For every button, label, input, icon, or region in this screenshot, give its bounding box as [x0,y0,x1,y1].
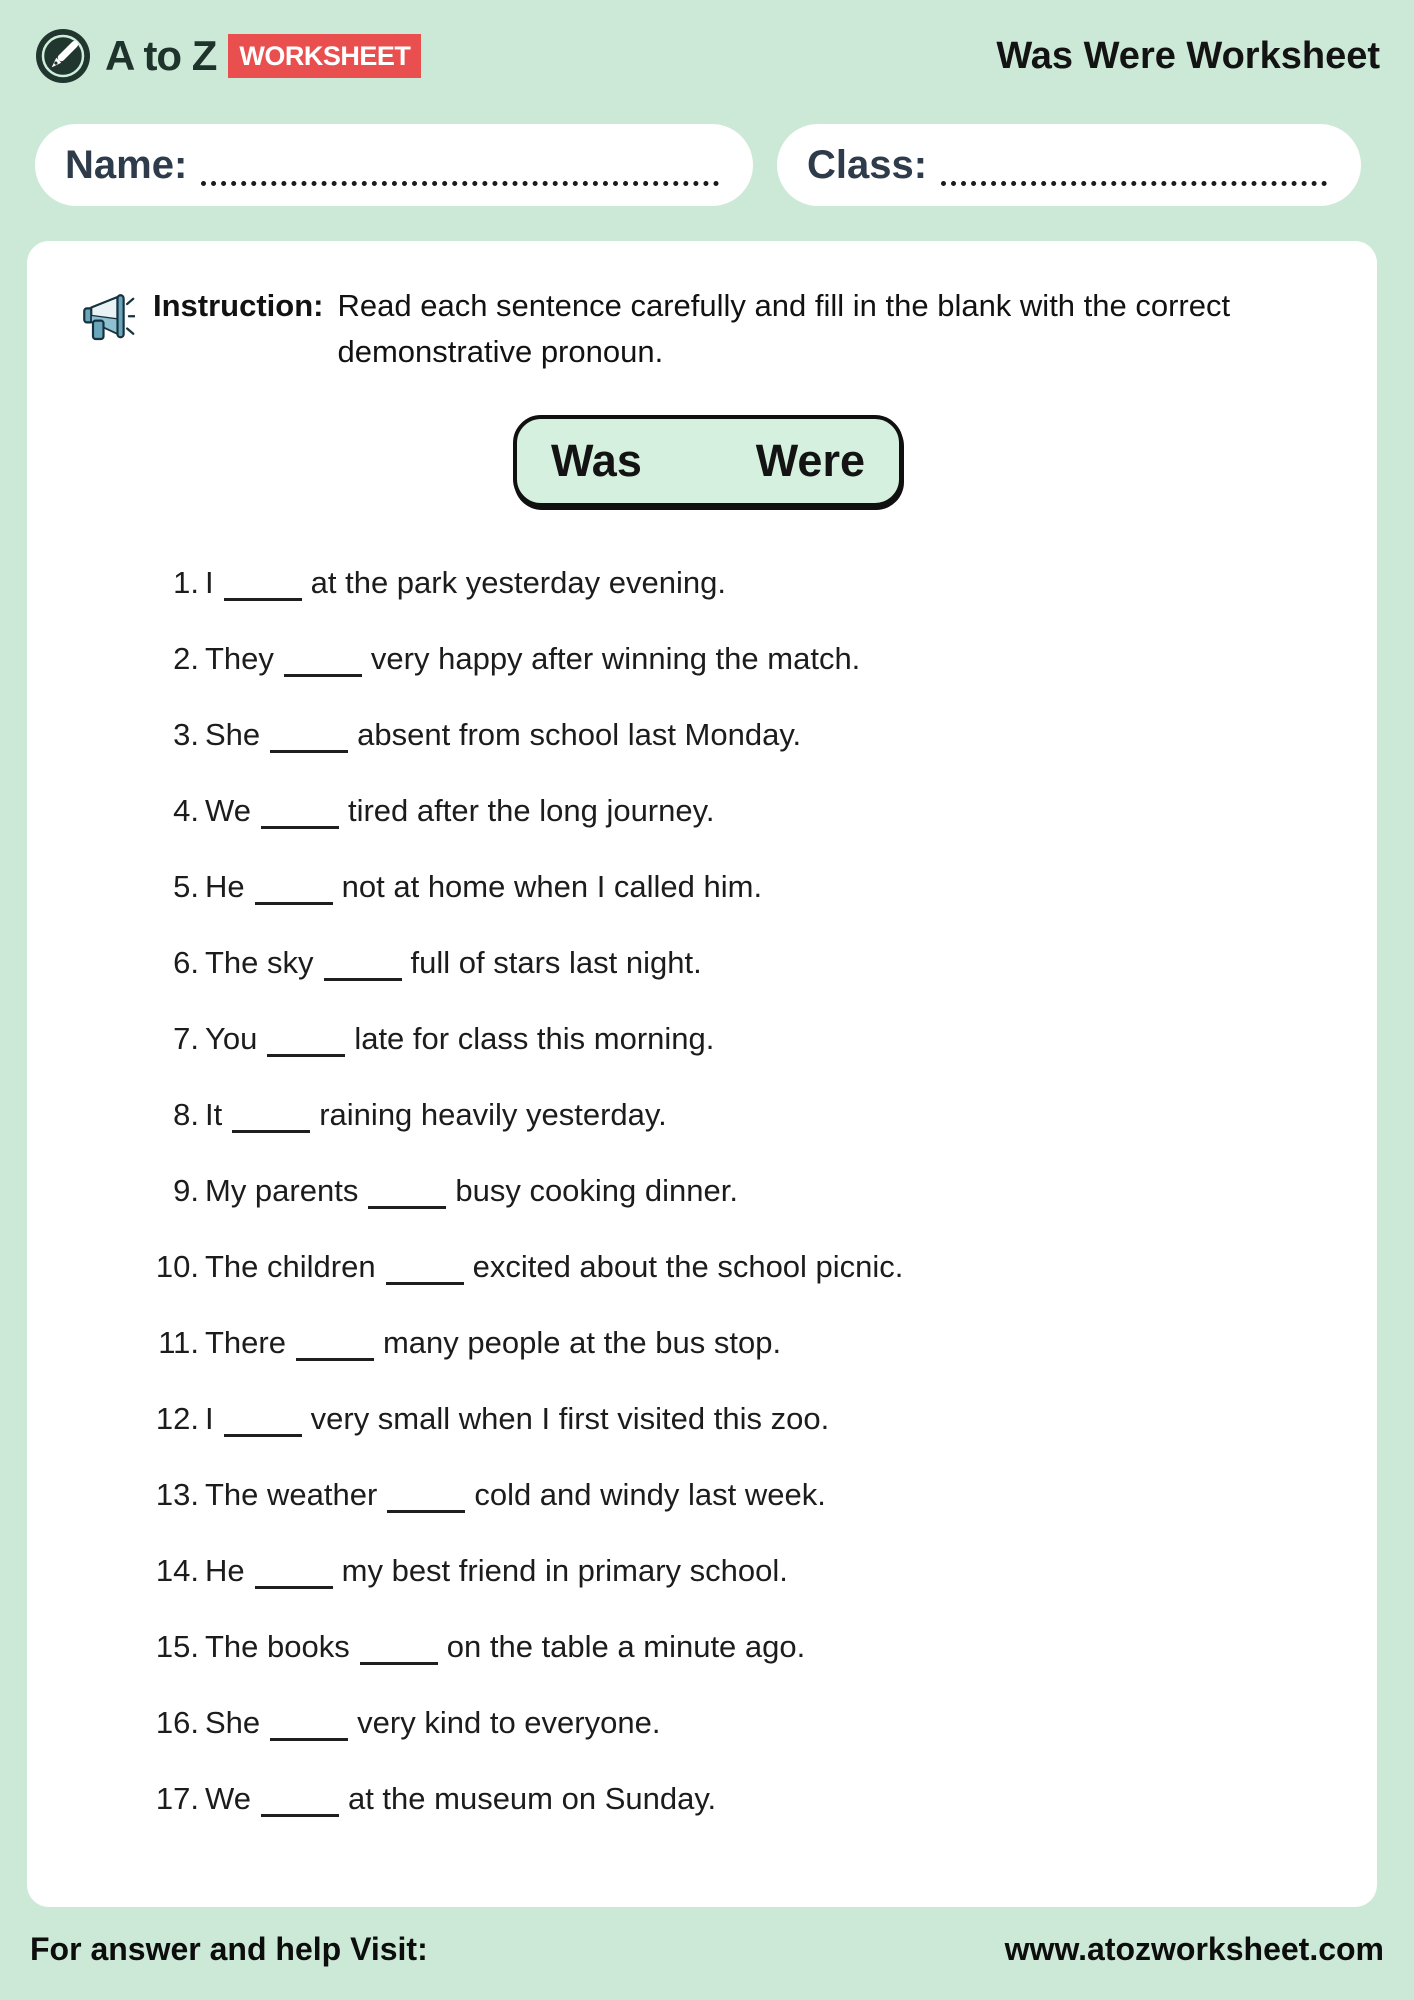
footer [30,1931,1384,1968]
question-number: 9. [173,1173,199,1208]
question-number: 6. [173,945,199,980]
question-number: 14. [155,1553,199,1588]
question-number: 5. [173,869,199,904]
answer-blank[interactable] [387,1479,465,1513]
question-row [87,1401,1341,1437]
name-label: Name: [65,142,188,187]
question-number: 13. [155,1477,199,1512]
question-row [87,1477,1341,1513]
question-text: They very happy after winning the match. [205,641,861,676]
question-row [87,1781,1341,1817]
question-text: She very kind to everyone. [205,1705,661,1740]
worksheet-panel [27,241,1377,1907]
question-row [87,1021,1341,1057]
instruction-block [79,283,1341,375]
footer-help-text: For answer and help Visit: [30,1931,428,1967]
question-number: 4. [173,793,199,828]
question-text: He my best friend in primary school. [205,1553,788,1588]
class-input-line[interactable] [941,181,1327,186]
instruction-text: Read each sentence carefully and fill in the blank with the correct demonstrative pronoun. [337,288,1231,369]
answer-blank[interactable] [261,1783,339,1817]
question-number: 1. [173,565,199,600]
answer-blank[interactable] [386,1251,464,1285]
page-title: Was Were Worksheet [996,34,1380,77]
question-number: 12. [155,1401,199,1436]
question-text: I very small when I first visited this zoo. [205,1401,830,1436]
answer-blank[interactable] [324,947,402,981]
question-row [87,1173,1341,1209]
question-text: You late for class this morning. [205,1021,715,1056]
megaphone-icon [79,289,135,347]
question-text: He not at home when I called him. [205,869,763,904]
question-number: 2. [173,641,199,676]
question-text: The sky full of stars last night. [205,945,702,980]
question-row [87,1705,1341,1741]
class-field [777,124,1361,206]
question-text: We tired after the long journey. [205,793,715,828]
pen-icon [35,28,91,84]
question-number: 10. [155,1249,199,1284]
question-row [87,1249,1341,1285]
question-row [87,793,1341,829]
question-row [87,1325,1341,1361]
question-number: 8. [173,1097,199,1132]
question-number: 3. [173,717,199,752]
name-field [35,124,753,206]
question-text: I at the park yesterday evening. [205,565,726,600]
question-row [87,945,1341,981]
answer-blank[interactable] [284,643,362,677]
answer-blank[interactable] [255,871,333,905]
question-row [87,565,1341,601]
question-number: 16. [155,1705,199,1740]
question-text: It raining heavily yesterday. [205,1097,667,1132]
question-row [87,1629,1341,1665]
question-text: The weather cold and windy last week. [205,1477,826,1512]
question-row [87,641,1341,677]
word-option-were: Were [755,435,865,486]
word-option-was: Was [551,435,642,486]
question-number: 17. [155,1781,199,1816]
student-fields [35,124,1361,206]
answer-blank[interactable] [232,1099,310,1133]
footer-website-link[interactable]: www.atozworksheet.com [1004,1931,1384,1967]
question-text: The books on the table a minute ago. [205,1629,806,1664]
question-row [87,869,1341,905]
brand-badge: WORKSHEET [228,34,421,78]
instruction-label: Instruction: [153,288,324,323]
answer-blank[interactable] [224,1403,302,1437]
question-number: 11. [158,1325,199,1360]
question-text: The children excited about the school picnic. [205,1249,904,1284]
question-row [87,1097,1341,1133]
question-text: She absent from school last Monday. [205,717,802,752]
name-input-line[interactable] [201,181,719,186]
question-text: There many people at the bus stop. [205,1325,782,1360]
brand-name: A to Z [105,32,217,79]
question-number: 15. [155,1629,199,1664]
word-bank-box [513,415,903,507]
answer-blank[interactable] [270,719,348,753]
answer-blank[interactable] [255,1555,333,1589]
answer-blank[interactable] [360,1631,438,1665]
question-row [87,1553,1341,1589]
brand-logo [35,28,421,84]
class-label: Class: [807,142,928,187]
answer-blank[interactable] [267,1023,345,1057]
question-number: 7. [173,1021,199,1056]
question-list [87,565,1341,1817]
answer-blank[interactable] [368,1175,446,1209]
answer-blank[interactable] [270,1707,348,1741]
answer-blank[interactable] [261,795,339,829]
answer-blank[interactable] [224,567,302,601]
header [0,0,1414,84]
answer-blank[interactable] [296,1327,374,1361]
question-row [87,717,1341,753]
question-text: My parents busy cooking dinner. [205,1173,738,1208]
question-text: We at the museum on Sunday. [205,1781,717,1816]
